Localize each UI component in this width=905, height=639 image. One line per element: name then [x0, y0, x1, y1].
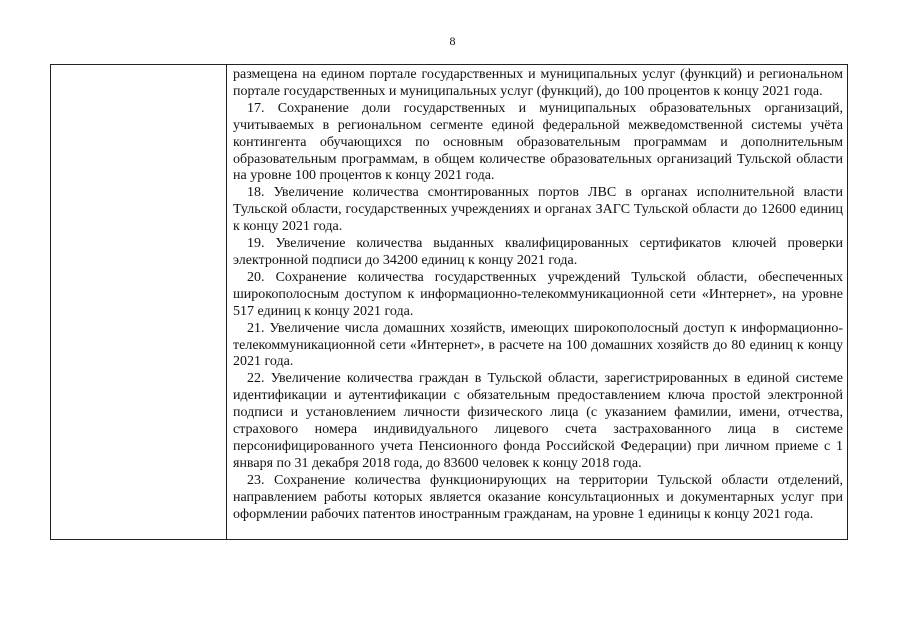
paragraph-item-18: 18. Увеличение количества смонтированных портов ЛВС в органах исполнительной власти Тульской области, государственных учреждениях и органах ЗАГС Тульской области до 12600 единиц к концу 2021 года.	[233, 185, 843, 235]
paragraph-item-21: 21. Увеличение числа домашних хозяйств, имеющих широкополосный доступ к информационно-телекоммуникационной сети «Интернет», в расчете на 100 домашних хозяйств до 80 единиц к концу 2021 года.	[233, 320, 843, 370]
paragraph-item-17: 17. Сохранение доли государственных и муниципальных образовательных организаций, учитываемых в региональном сегменте единой федеральной межведомственной системы учёта контингента обучающихся по основным образовательным программам и дополнительным образовательным программам, в общем количестве образовательных организаций Тульской области на уровне 100 процентов к концу 2021 года.	[233, 100, 843, 184]
paragraph-continuation: размещена на едином портале государственных и муниципальных услуг (функций) и региональном портале государственных и муниципальных услуг (функций), до 100 процентов к концу 2021 года.	[233, 67, 843, 99]
paragraph-item-22: 22. Увеличение количества граждан в Тульской области, зарегистрированных в единой системе идентификации и аутентификации с обязательным предоставлением ключа простой электронной подписи и установлением личности физического лица (с указанием фамилии, имени, отчества, страхового номера индивидуального лицевого счета застрахованного лица в системе персонифицированного учета Пенсионного фонда Российской Федерации) при личном приеме с 1 января по 31 декабря 2018 года, до 83600 человек к концу 2018 года.	[233, 371, 843, 471]
paragraph-item-23: 23. Сохранение количества функционирующих на территории Тульской области отделений, направлением работы которых является оказание консультационных и документарных услуг при оформлении рабочих патентов иностранным гражданам, на уровне 1 единицы к концу 2021 года.	[233, 472, 843, 522]
paragraph-item-19: 19. Увеличение количества выданных квалифицированных сертификатов ключей проверки электронной подписи до 34200 единиц к концу 2021 года.	[233, 236, 843, 268]
page-number: 8	[449, 34, 456, 48]
table-left-cell	[51, 65, 227, 539]
paragraph-item-20: 20. Сохранение количества государственных учреждений Тульской области, обеспеченных широкополосным доступом к информационно-телекоммуникационной сети «Интернет», на уровне 517 единиц к концу 2021 года.	[233, 269, 843, 319]
table-right-cell	[227, 65, 847, 539]
document-table	[50, 64, 848, 540]
